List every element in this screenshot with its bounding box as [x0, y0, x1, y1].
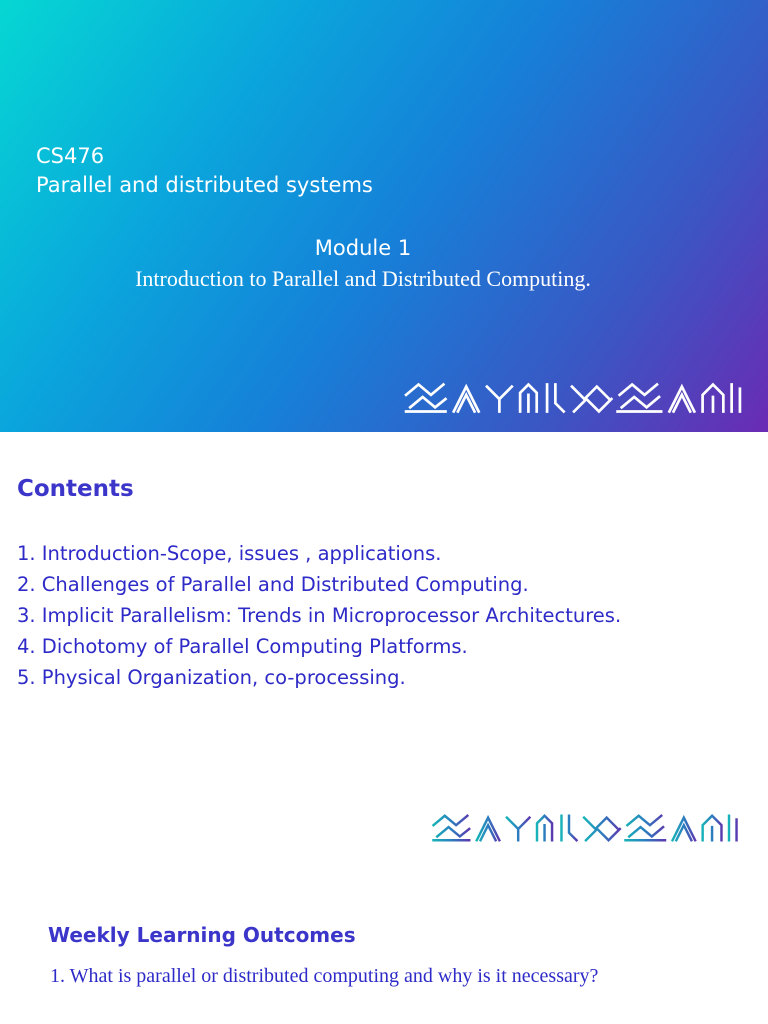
outcomes-slide	[0, 880, 768, 1024]
list-item: 1. What is parallel or distributed computing and why is it necessary?	[50, 965, 599, 987]
module-title: Introduction to Parallel and Distributed Computing.	[135, 266, 591, 291]
list-item: 4. Dichotomy of Parallel Computing Platforms.	[17, 635, 468, 658]
title-slide	[0, 0, 768, 432]
course-code: CS476	[36, 144, 105, 168]
list-item: 1. Introduction-Scope, issues , applications.	[17, 542, 442, 565]
contents-list	[17, 538, 621, 693]
module-label: Module 1	[314, 236, 412, 260]
contents-heading: Contents	[17, 476, 134, 502]
list-item: 5. Physical Organization, co-processing.	[17, 666, 406, 689]
list-item: 3. Implicit Parallelism: Trends in Microprocessor Architectures.	[17, 604, 622, 627]
geometric-pattern-icon	[404, 380, 742, 416]
course-name: Parallel and distributed systems	[36, 173, 373, 197]
outcomes-heading: Weekly Learning Outcomes	[48, 923, 356, 947]
contents-slide	[0, 432, 768, 860]
geometric-pattern-icon	[428, 812, 742, 844]
list-item: 2. Challenges of Parallel and Distributed Computing.	[17, 573, 529, 596]
